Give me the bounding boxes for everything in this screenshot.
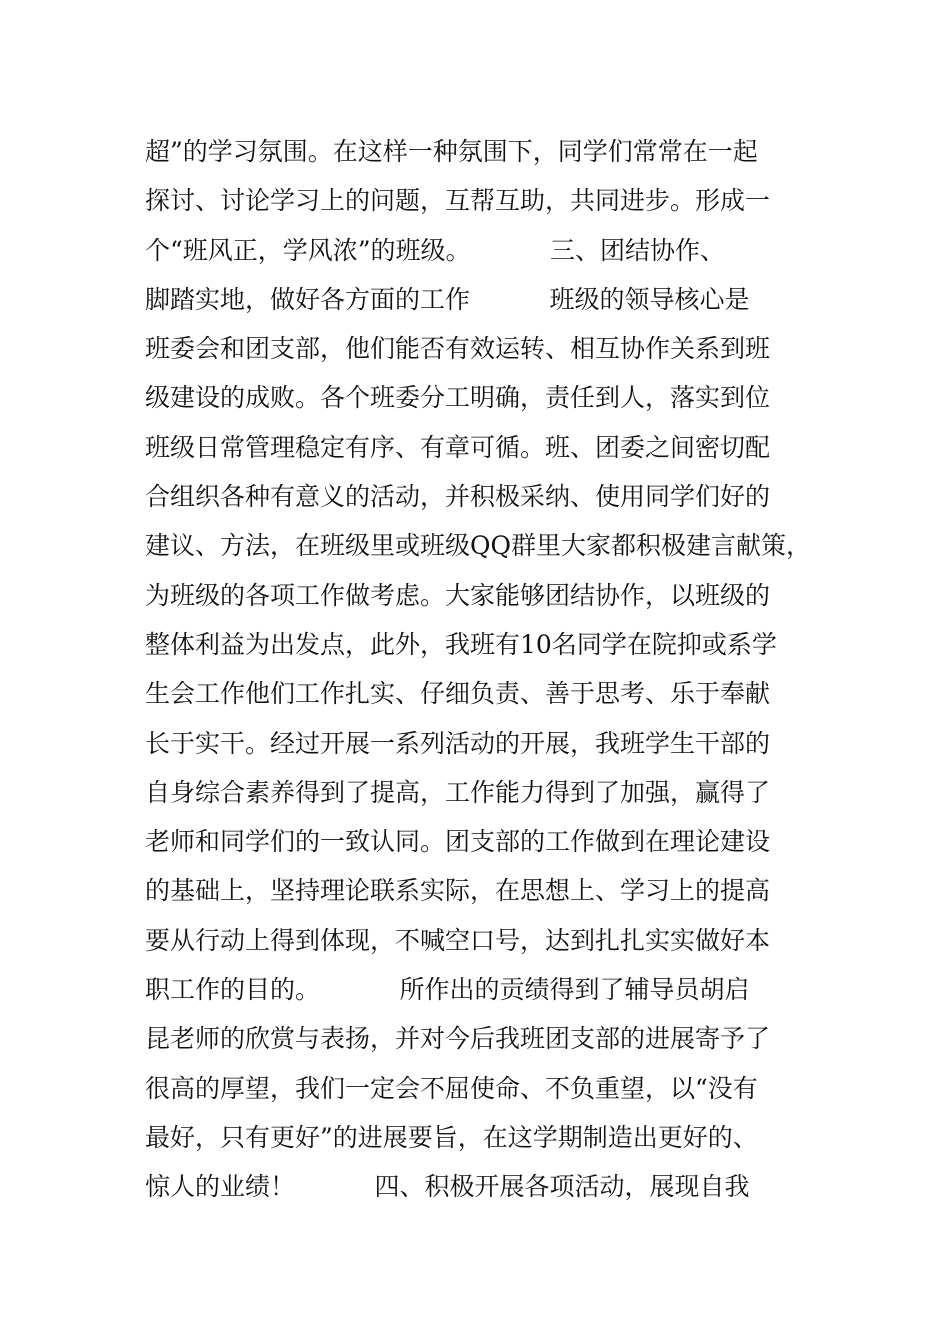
text-line: 级建设的成败。各个班委分工明确，责任到人，落实到位 (145, 383, 771, 413)
text-line: 昆老师的欣赏与表扬，并对今后我班团支部的进展寄予了 (145, 1024, 771, 1054)
text-line: 职工作的目的。 所作出的贡绩得到了辅导员胡启 (145, 975, 750, 1005)
text-line: 合组织各种有意义的活动，并积极采纳、使用同学们好的 (145, 482, 771, 512)
text-line: 要从行动上得到体现，不喊空口号，达到扎扎实实做好本 (145, 925, 771, 955)
text-line: 脚踏实地，做好各方面的工作 班级的领导核心是 (145, 284, 750, 314)
text-line: 最好，只有更好”的进展要旨，在这学期制造出更好的、 (145, 1122, 758, 1152)
text-line: 生会工作他们工作扎实、仔细负责、善于思考、乐于奉献 (145, 679, 771, 709)
text-line: 班委会和团支部，他们能否有效运转、相互协作关系到班 (145, 334, 771, 364)
text-line: 超”的学习氛围。在这样一种氛围下，同学们常常在一起 (145, 137, 758, 166)
text-line: 个“班风正，学风浓”的班级。 三、团结协作、 (145, 235, 726, 265)
text-line: 长于实干。经过开展一系列活动的开展，我班学生干部的 (145, 728, 771, 758)
body-text (145, 127, 815, 1212)
text-line: 自身综合素养得到了提高，工作能力得到了加强，赢得了 (145, 777, 771, 807)
text-line: 班级日常管理稳定有序、有章可循。班、团委之间密切配 (145, 432, 771, 462)
text-line: 老师和同学们的一致认同。团支部的工作做到在理论建设 (145, 827, 771, 857)
text-line: 惊人的业绩！ 四、积极开展各项活动，展现自我 (145, 1172, 750, 1202)
text-line: 整体利益为出发点，此外，我班有10名同学在院抑或系学 (145, 629, 777, 659)
text-line: 的基础上，坚持理论联系实际，在思想上、学习上的提高 (145, 876, 771, 906)
text-line: 探讨、讨论学习上的问题，互帮互助，共同进步。形成一 (145, 186, 771, 216)
text-line: 建议、方法，在班级里或班级QQ群里大家都积极建言献策， (145, 531, 811, 561)
text-line: 为班级的各项工作做考虑。大家能够团结协作，以班级的 (145, 580, 771, 610)
text-line: 很高的厚望，我们一定会不屈使命、不负重望，以“没有 (145, 1073, 758, 1103)
